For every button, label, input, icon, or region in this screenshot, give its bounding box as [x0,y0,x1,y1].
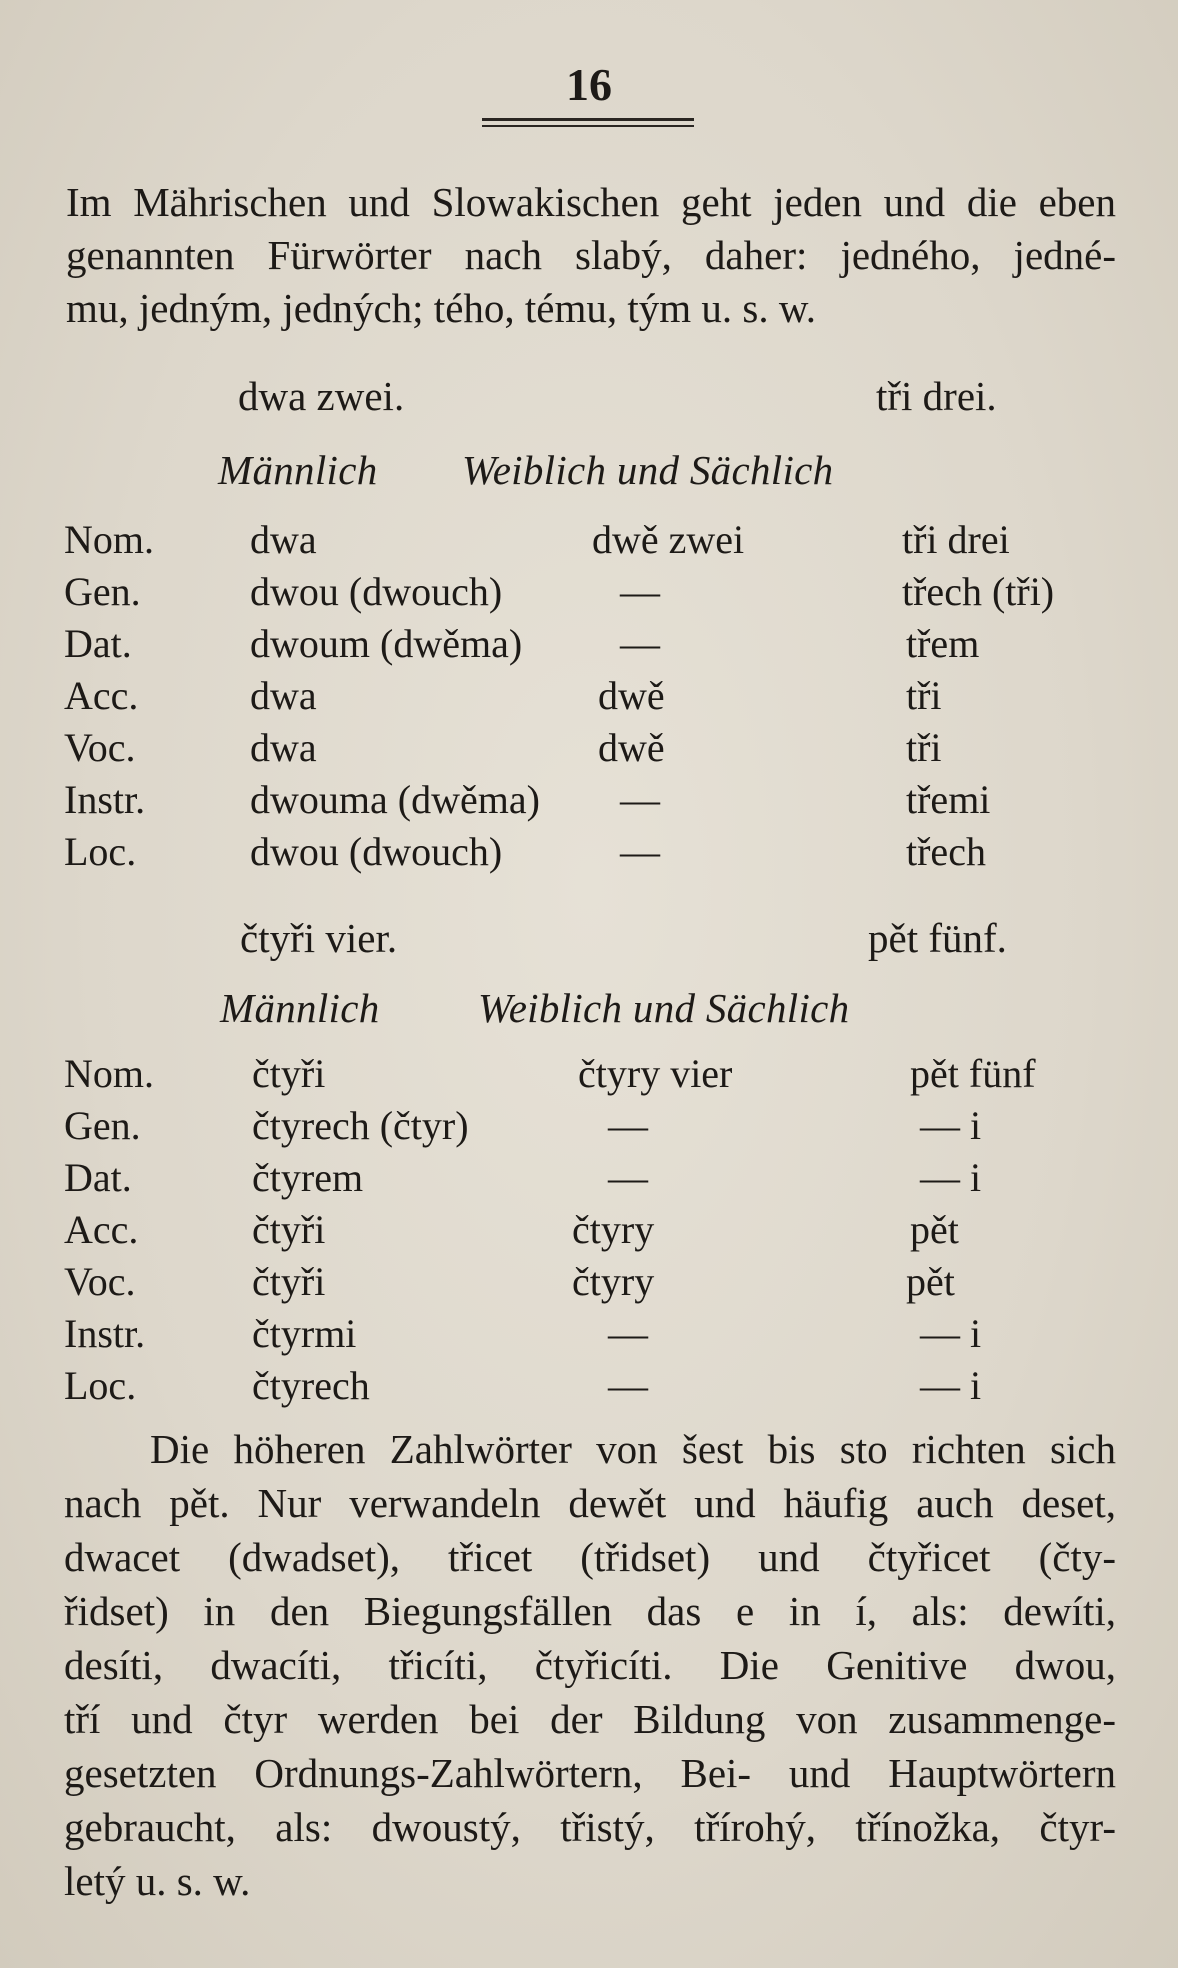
header-rule [482,118,694,121]
table1-title-right: tři drei. [876,373,997,419]
five-form: pět fünf [910,1051,1036,1096]
fem-form: — [620,777,660,822]
table2-col-fem: Weiblich und Sächlich [478,985,850,1031]
closing-line: řidset) in den Biegungsfällen das e in í, als: dewíti, [64,1588,1116,1634]
case-label: Acc. [64,1207,139,1252]
intro-line: Im Mährischen und Slowakischen geht jeden und die eben [66,179,1116,225]
closing-line: gebraucht, als: dwoustý, třistý, třírohý, třínožka, čtyr- [64,1804,1116,1850]
five-form: pět [906,1259,955,1304]
closing-paragraph [64,1422,1116,1908]
table1-col-masc: Männlich [218,447,378,493]
intro-line: mu, jedným, jedných; tého, tému, tým u. s. w. [66,285,817,331]
five-form: — i [920,1103,982,1148]
fem-form: — [620,621,660,666]
three-form: třech (tři) [902,569,1055,614]
three-form: tři [906,725,942,770]
case-label: Instr. [64,777,146,822]
three-form: třem [906,621,980,666]
five-form: pět [910,1207,959,1252]
closing-line: tří und čtyr werden bei der Bildung von zusammenge- [64,1696,1116,1742]
intro-line: genannten Fürwörter nach slabý, daher: jedného, jedné- [66,232,1116,278]
masc-form: čtyrech (čtyr) [252,1103,469,1148]
five-form: — i [920,1311,982,1356]
case-label: Acc. [64,673,139,718]
three-form: třemi [906,777,991,822]
masc-form: dwou (dwouch) [250,829,503,874]
masc-form: dwa [250,673,317,718]
masc-form: dwa [250,517,317,562]
case-label: Loc. [64,1363,137,1408]
case-label: Voc. [64,725,136,770]
closing-line: nach pět. Nur verwandeln dewět und häufig auch deset, [64,1480,1116,1526]
closing-line: Die höheren Zahlwörter von šest bis sto richten sich [150,1426,1116,1472]
case-label: Voc. [64,1259,136,1304]
fem-form: dwě [598,673,665,718]
closing-line: gesetzten Ordnungs-Zahlwörtern, Bei- und Hauptwörtern [64,1750,1116,1796]
case-label: Nom. [64,517,154,562]
three-form: třech [906,829,986,874]
fem-form: dwě [598,725,665,770]
closing-line: desíti, dwacíti, třicíti, čtyřicíti. Die Genitive dwou, [64,1642,1116,1688]
fem-form: — [620,569,660,614]
table2-col-masc: Männlich [220,985,380,1031]
fem-form: — [608,1103,648,1148]
page-number: 16 [566,59,612,110]
case-label: Gen. [64,1103,141,1148]
five-form: — i [920,1363,982,1408]
case-label: Instr. [64,1311,146,1356]
closing-line: dwacet (dwadset), třicet (třidset) und čtyřicet (čty- [64,1534,1116,1580]
fem-form: — [608,1155,648,1200]
fem-form: — [608,1311,648,1356]
table2-title-right: pět fünf. [868,915,1007,961]
masc-form: dwouma (dwěma) [250,777,540,822]
fem-form: dwě zwei [592,517,745,562]
masc-form: čtyrem [252,1155,364,1200]
masc-form: dwou (dwouch) [250,569,503,614]
fem-form: čtyry [572,1259,655,1304]
table1-col-fem: Weiblich und Sächlich [462,447,834,493]
case-label: Gen. [64,569,141,614]
masc-form: čtyrech [252,1363,370,1408]
header-rule-thin [482,125,694,127]
table1-title-left: dwa zwei. [238,373,405,419]
intro-paragraph [66,176,1116,335]
masc-form: čtyři [252,1207,326,1252]
fem-form: — [608,1363,648,1408]
masc-form: čtyři [252,1259,326,1304]
masc-form: čtyři [252,1051,326,1096]
case-label: Loc. [64,829,137,874]
masc-form: dwa [250,725,317,770]
three-form: tři [906,673,942,718]
closing-line: letý u. s. w. [64,1858,251,1904]
fem-form: čtyry vier [578,1051,733,1096]
table2-title-left: čtyři vier. [240,915,398,961]
fem-form: čtyry [572,1207,655,1252]
three-form: tři drei [902,517,1010,562]
fem-form: — [620,829,660,874]
masc-form: dwoum (dwěma) [250,621,523,666]
masc-form: čtyrmi [252,1311,357,1356]
case-label: Dat. [64,1155,132,1200]
case-label: Nom. [64,1051,154,1096]
case-label: Dat. [64,621,132,666]
five-form: — i [920,1155,982,1200]
